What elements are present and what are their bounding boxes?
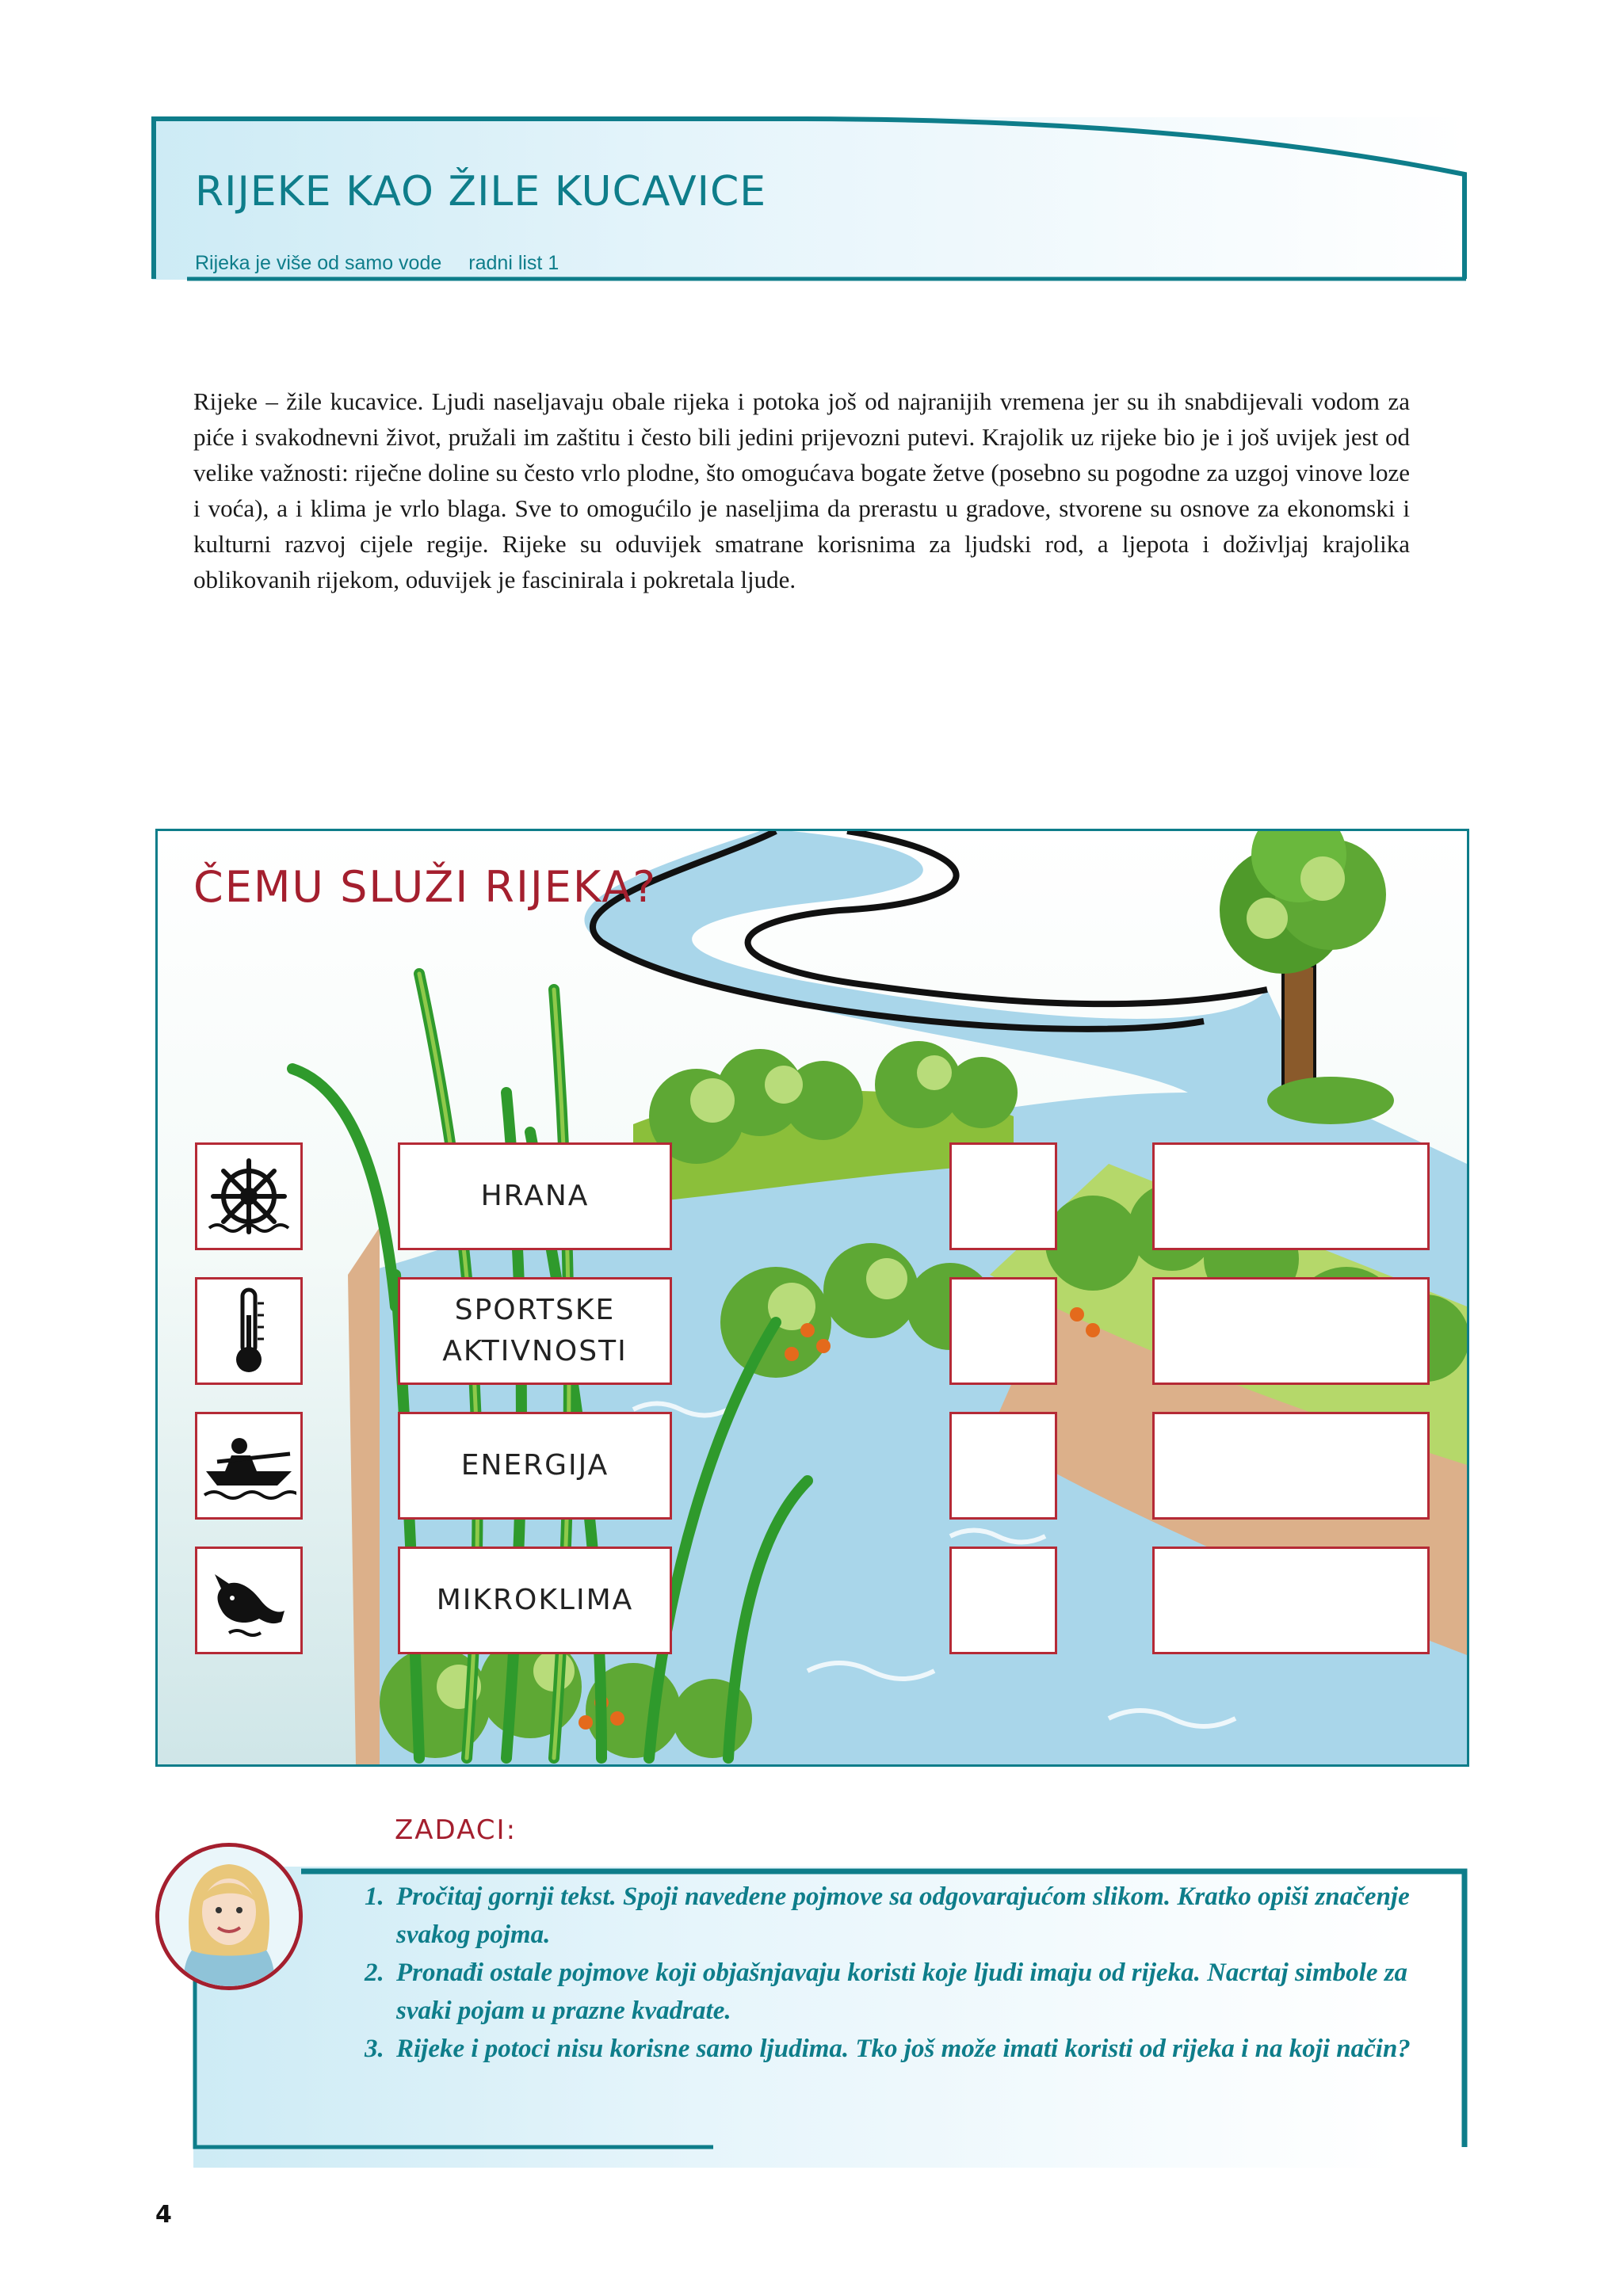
task-text: Pronađi ostale pojmove koji objašnjavaju koristi koje ljudi imaju od rijeka. Nacrtaj simbole za svaki pojam u prazne kvadrate. <box>396 1958 1408 2025</box>
empty-symbol-box-4[interactable] <box>949 1547 1057 1654</box>
intro-paragraph: Rijeke – žile kucavice. Ljudi naseljavaju obale rijeka i potoka još od najranijih vremena jer su ih snabdijevali vodom za piće i svakodnevni život, pružali im zaštitu i često bili jedini prijevozni putevi. Krajolik uz rijeke bio je i još uvijek jest od velike važnosti: riječne doline su često vrlo plodne, što omogućava bogate žetve (posebno su pogodne za uzgoj vinove loze i voća), a i klima je vrlo blaga. Sve to omogućilo je naseljima da prerastu u gradove, stvorene su osnove za ekonomski i kulturni razvoj cijele regije. Rijeke su oduvijek smatrane korisnima za ljudski rod, a ljepota i doživljaj krajolika oblikovanih rijekom, oduvijek je fascinirala i pokretala ljude. <box>193 387 1410 593</box>
term-box-energija[interactable] <box>398 1412 672 1520</box>
thermometer-box[interactable] <box>195 1277 303 1385</box>
avatar <box>155 1843 303 1990</box>
page-title: RIJEKE KAO ŽILE KUCAVICE <box>195 168 767 215</box>
empty-symbol-box-2[interactable] <box>949 1277 1057 1385</box>
empty-symbol-box-1[interactable] <box>949 1142 1057 1250</box>
subtitle-text: Rijeka je više od samo vode <box>195 252 442 274</box>
term-box-sportske-aktivnosti[interactable] <box>398 1277 672 1385</box>
fish-box[interactable] <box>195 1547 303 1654</box>
term-label: HRANA <box>480 1180 590 1212</box>
task-text: Rijeke i potoci nisu korisne samo ljudima. Tko još može imati koristi od rijeka i na koji način? <box>396 2035 1411 2063</box>
empty-term-box-1[interactable] <box>1152 1142 1430 1250</box>
tasks-title: ZADACI: <box>395 1814 517 1846</box>
empty-term-box-2[interactable] <box>1152 1277 1430 1385</box>
page-subtitle <box>195 252 586 275</box>
intro-text <box>193 383 1410 597</box>
term-label: MIKROKLIMA <box>436 1584 634 1616</box>
term-box-hrana[interactable] <box>398 1142 672 1250</box>
fish-icon <box>205 1557 292 1644</box>
term-label: ENERGIJA <box>460 1449 609 1482</box>
term-label-line1: SPORTSKE <box>454 1294 616 1326</box>
girl-portrait-icon <box>159 1847 299 1986</box>
water-wheel-icon <box>205 1153 292 1240</box>
task-item <box>365 1878 1419 1954</box>
task-number: 2. <box>365 1958 384 1987</box>
task-number: 1. <box>365 1882 384 1911</box>
worksheet-label: radni list 1 <box>468 252 559 274</box>
empty-symbol-box-3[interactable] <box>949 1412 1057 1520</box>
water-wheel-box[interactable] <box>195 1142 303 1250</box>
rowing-boat-icon <box>201 1422 296 1509</box>
tasks-list <box>365 1878 1419 2068</box>
term-box-mikroklima[interactable] <box>398 1547 672 1654</box>
task-item <box>365 1954 1419 2030</box>
task-item <box>365 2030 1419 2068</box>
term-label-line2: AKTIVNOSTI <box>442 1335 628 1367</box>
page-number: 4 <box>155 2201 172 2229</box>
empty-term-box-3[interactable] <box>1152 1412 1430 1520</box>
rowing-boat-box[interactable] <box>195 1412 303 1520</box>
task-number: 3. <box>365 2035 384 2063</box>
task-text: Pročitaj gornji tekst. Spoji navedene pojmove sa odgovarajućom slikom. Kratko opiši značenje svakog pojma. <box>396 1882 1410 1949</box>
header-frame <box>0 0 1623 333</box>
thermometer-icon <box>205 1283 292 1379</box>
empty-term-box-4[interactable] <box>1152 1547 1430 1654</box>
illustration-title: ČEMU SLUŽI RIJEKA? <box>193 862 657 912</box>
